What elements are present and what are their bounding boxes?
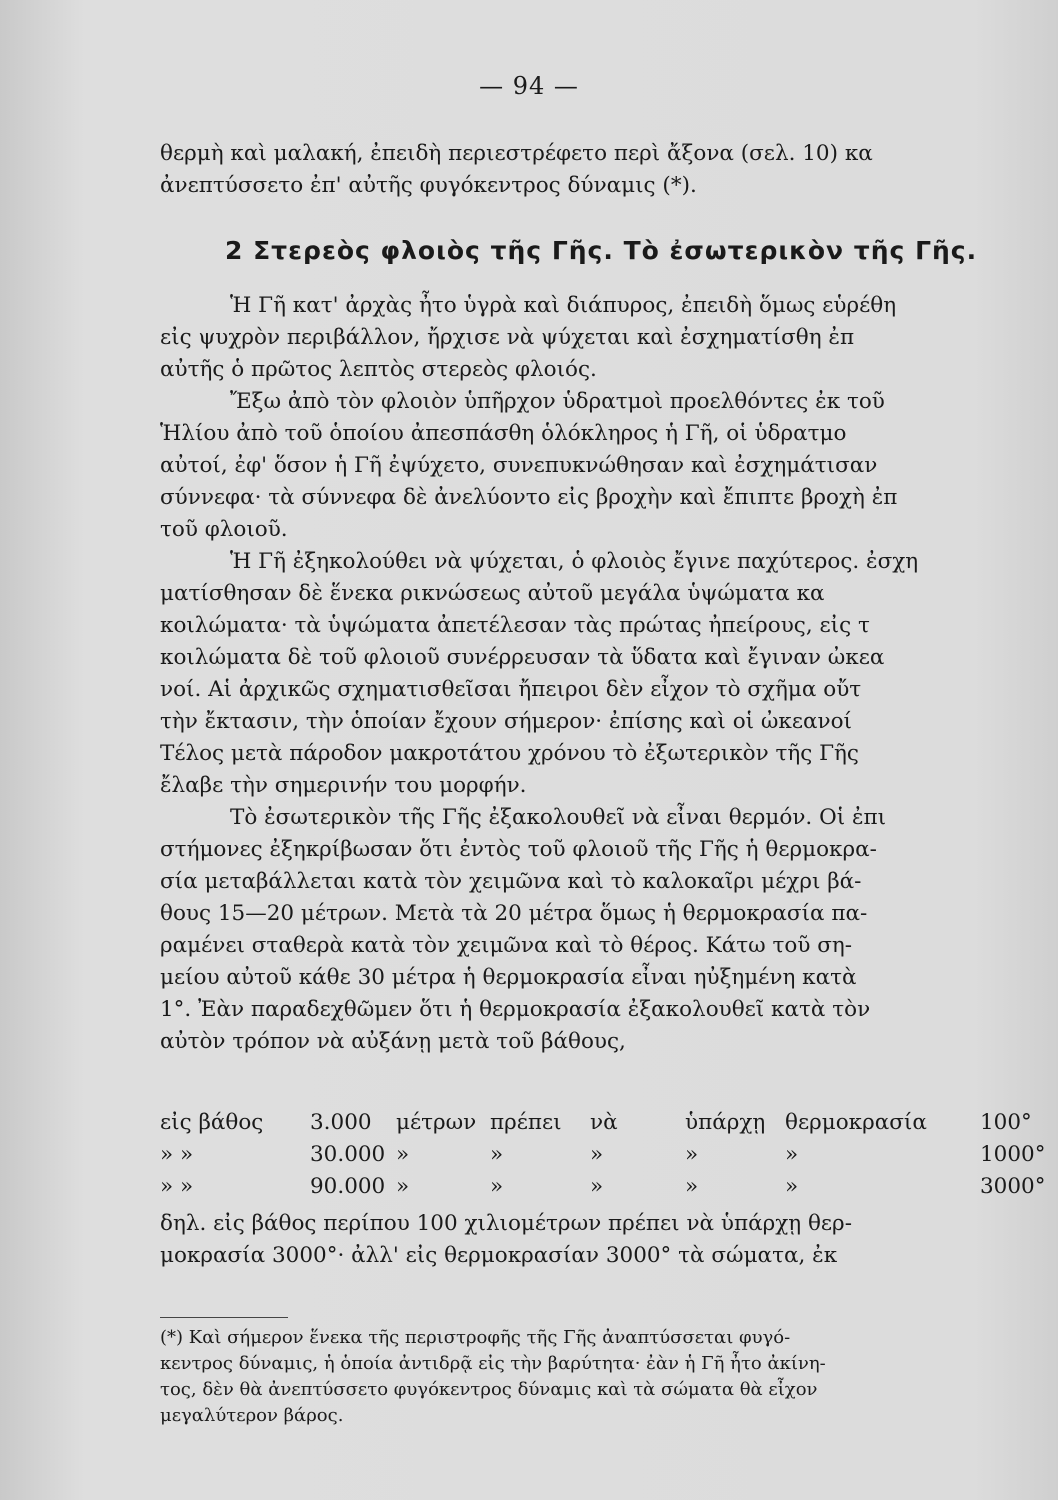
footnote-line: (*) Καὶ σήμερον ἕνεκα τῆς περιστροφῆς τῆς Γῆς ἀναπτύσσεται φυγό- — [160, 1327, 791, 1348]
text-line: Τὸ ἐσωτερικὸν τῆς Γῆς ἐξακολουθεῖ νὰ εἶναι θερμόν. Οἱ ἐπι — [230, 805, 887, 830]
footnote-line: μεγαλύτερον βάρος. — [160, 1405, 344, 1426]
text-line: εἰς ψυχρὸν περιβάλλον, ἤρχισε νὰ ψύχεται καὶ ἐσχηματίσθη ἐπ — [160, 325, 855, 350]
table-cell: » — [396, 1174, 410, 1199]
text-line: κοιλώματα δὲ τοῦ φλοιοῦ συνέρρευσαν τὰ ὕδατα καὶ ἔγιναν ὠκεα — [160, 645, 885, 670]
table-cell: » — [685, 1174, 699, 1199]
page-number: — 94 — — [479, 72, 579, 100]
text-line: στήμονες ἐξηκρίβωσαν ὅτι ἐντὸς τοῦ φλοιοῦ τῆς Γῆς ἡ θερμοκρα- — [160, 837, 877, 862]
table-cell: » » — [160, 1142, 194, 1167]
depth-temperature-table — [160, 1110, 1058, 1206]
footnote-line: τος, δὲν θὰ ἀνεπτύσσετο φυγόκεντρος δύναμις καὶ τὰ σώματα θὰ εἶχον — [160, 1379, 818, 1400]
table-cell: » » — [160, 1174, 194, 1199]
footnote-line: κεντρος δύναμις, ἡ ὁποία ἀντιδρᾷ εἰς τὴν βαρύτητα· ἐὰν ἡ Γῆ ἦτο ἀκίνη- — [160, 1353, 826, 1374]
text-line: σία μεταβάλλεται κατὰ τὸν χειμῶνα καὶ τὸ καλοκαῖρι μέχρι βά- — [160, 869, 862, 894]
text-line: ἀνεπτύσσετο ἐπ' αὐτῆς φυγόκεντρος δύναμις (*). — [160, 173, 697, 198]
text-line: ραμένει σταθερὰ κατὰ τὸν χειμῶνα καὶ τὸ θέρος. Κάτω τοῦ ση- — [160, 933, 853, 958]
text-line: ἔλαβε τὴν σημερινήν του μορφήν. — [160, 773, 527, 798]
text-line: τοῦ φλοιοῦ. — [160, 517, 288, 542]
table-cell: 1000° — [980, 1142, 1046, 1167]
text-line: αὐτοί, ἐφ' ὅσον ἡ Γῆ ἐψύχετο, συνεπυκνώθησαν καὶ ἐσχημάτισαν — [160, 453, 878, 478]
body-text — [160, 290, 1058, 1058]
text-line: μείου αὐτοῦ κάθε 30 μέτρα ἡ θερμοκρασία εἶναι ηὐξημένη κατὰ — [160, 965, 857, 990]
text-line: μοκρασία 3000°· ἀλλ' εἰς θερμοκρασίαν 3000° τὰ σώματα, ἐκ — [160, 1243, 838, 1268]
text-line: Ἡλίου ἀπὸ τοῦ ὁποίου ἀπεσπάσθη ὁλόκληρος ἡ Γῆ, οἱ ὑδρατμο — [160, 421, 847, 446]
table-row — [160, 1142, 1058, 1174]
table-row — [160, 1174, 1058, 1206]
table-cell: μέτρων — [396, 1110, 477, 1135]
text-line: Ἡ Γῆ ἐξηκολούθει νὰ ψύχεται, ὁ φλοιὸς ἔγινε παχύτερος. ἐσχη — [230, 549, 919, 574]
text-line: ματίσθησαν δὲ ἕνεκα ρικνώσεως αὐτοῦ μεγάλα ὑψώματα κα — [160, 581, 825, 606]
table-cell: 100° — [980, 1110, 1032, 1135]
table-cell: » — [590, 1174, 604, 1199]
table-cell: ὑπάρχῃ — [685, 1110, 766, 1135]
table-cell: 3.000 — [310, 1110, 372, 1135]
text-line: νοί. Αἱ ἀρχικῶς σχηματισθεῖσαι ἤπειροι δὲν εἶχον τὸ σχῆμα οὔτ — [160, 677, 862, 702]
text-line: Ἔξω ἀπὸ τὸν φλοιὸν ὑπῆρχον ὑδρατμοὶ προελθόντες ἐκ τοῦ — [230, 389, 885, 414]
table-cell: » — [685, 1142, 699, 1167]
text-line: σύννεφα· τὰ σύννεφα δὲ ἀνελύοντο εἰς βροχὴν καὶ ἔπιπτε βροχὴ ἐπ — [160, 485, 898, 510]
section-heading: 2 Στερεὸς φλοιὸς τῆς Γῆς. Τὸ ἐσωτερικὸν τῆς Γῆς. — [225, 236, 978, 265]
text-line: δηλ. εἰς βάθος περίπου 100 χιλιομέτρων πρέπει νὰ ὑπάρχῃ θερ- — [160, 1211, 852, 1236]
text-line: Ἡ Γῆ κατ' ἀρχὰς ἦτο ὑγρὰ καὶ διάπυρος, ἐπειδὴ ὅμως εὑρέθη — [230, 293, 897, 318]
footnote — [160, 1325, 1058, 1429]
text-line: θερμὴ καὶ μαλακή, ἐπειδὴ περιεστρέφετο περὶ ἄξονα (σελ. 10) κα — [160, 141, 873, 166]
after-table-text — [160, 1208, 1058, 1272]
table-cell: 3000° — [980, 1174, 1046, 1199]
table-cell: θερμοκρασία — [785, 1110, 927, 1135]
table-cell: εἰς βάθος — [160, 1110, 264, 1135]
table-cell: » — [785, 1142, 799, 1167]
text-line: τὴν ἔκτασιν, τὴν ὁποίαν ἔχουν σήμερον· ἐπίσης καὶ οἱ ὠκεανοί — [160, 709, 852, 734]
table-cell: νὰ — [590, 1110, 618, 1135]
table-cell: » — [785, 1174, 799, 1199]
text-line: 1°. Ἐὰν παραδεχθῶμεν ὅτι ἡ θερμοκρασία ἐξακολουθεῖ κατὰ τὸν — [160, 997, 871, 1022]
top-paragraph — [160, 138, 1058, 202]
text-line: Τέλος μετὰ πάροδον μακροτάτου χρόνου τὸ ἐξωτερικὸν τῆς Γῆς — [160, 741, 859, 766]
text-line: αὐτὸν τρόπον νὰ αὐξάνῃ μετὰ τοῦ βάθους, — [160, 1029, 626, 1054]
text-line: κοιλώματα· τὰ ὑψώματα ἀπετέλεσαν τὰς πρώτας ἠπείρους, εἰς τ — [160, 613, 870, 638]
table-cell: » — [490, 1142, 504, 1167]
table-cell: » — [590, 1142, 604, 1167]
text-line: θους 15—20 μέτρων. Μετὰ τὰ 20 μέτρα ὅμως ἡ θερμοκρασία πα- — [160, 901, 868, 926]
footnote-divider — [160, 1317, 288, 1318]
text-line: αὐτῆς ὁ πρῶτος λεπτὸς στερεὸς φλοιός. — [160, 357, 597, 382]
table-cell: » — [490, 1174, 504, 1199]
table-cell: » — [396, 1142, 410, 1167]
table-cell: 30.000 — [310, 1142, 386, 1167]
table-row — [160, 1110, 1058, 1142]
table-cell: πρέπει — [490, 1110, 562, 1135]
table-cell: 90.000 — [310, 1174, 386, 1199]
